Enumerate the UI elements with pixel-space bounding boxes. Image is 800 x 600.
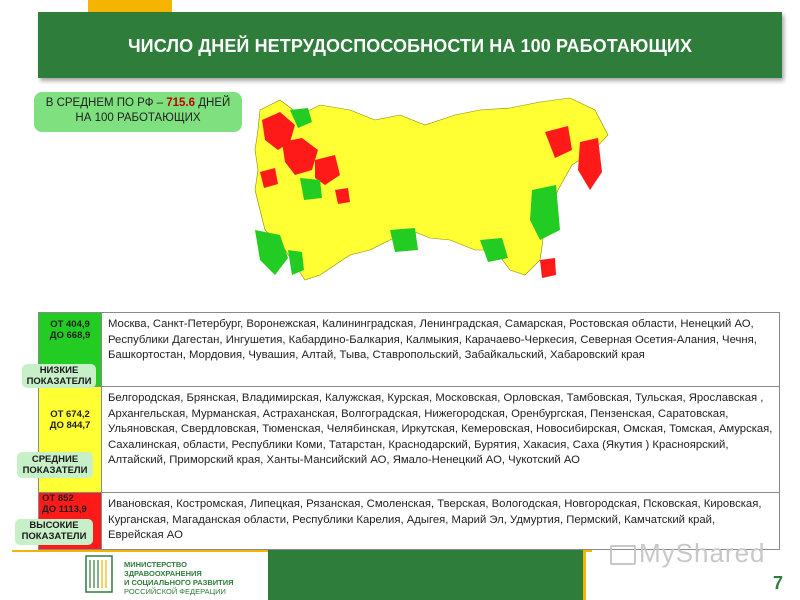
footer-green-bar <box>268 550 586 600</box>
tag-mid-line1: СРЕДНИЕ <box>31 454 79 465</box>
ministry-line-1: МИНИСТЕРСТВО <box>124 560 187 569</box>
map-region-low-altai <box>390 228 418 252</box>
ministry-line-3: И СОЦИАЛЬНОГО РАЗВИТИЯ <box>124 578 234 587</box>
presentation-icon <box>610 545 636 565</box>
ministry-line-2: ЗДРАВООХРАНЕНИЯ <box>124 569 202 578</box>
map-region-high-kamchatka <box>578 138 602 190</box>
range-high-from: ОТ 852 <box>42 493 74 504</box>
map-region-high-jewish <box>540 258 556 278</box>
watermark-text: MyShared <box>639 538 766 568</box>
range-mid-from: ОТ 674,2 <box>50 409 90 420</box>
ministry-line-4: РОССИЙСКОЙ ФЕДЕРАЦИИ <box>124 587 226 596</box>
tag-low-line2: ПОКАЗАТЕЛИ <box>26 376 92 387</box>
top-accent-bar <box>88 0 172 12</box>
regions-mid: Белгородская, Брянская, Владимирская, Калужская, Курская, Московская, Орловская, Тамбовская, Тульская, Ярославская , Архангельская, Мурманская, Астраханская, Волгоградская, Нижегородская, Оренбургская, Пензенская, Саратовская, Ульяновская, Свердловская, Тюменская, Челябинская, Иркутская, Кемеровская, Новосибирская, Омская, Томская, Амурская, Сахалинская, области, Республики Коми, Татарстан, Краснодарский, Бурятия, Хакасия, Саха (Якутия ) Красноярский, Алтайский, Приморский края, Ханты-Мансийский АО, Ямало-Ненецкий АО, Чукотский АО <box>101 387 779 492</box>
ministry-emblem-icon <box>80 552 120 598</box>
tag-low-line1: НИЗКИЕ <box>39 365 79 376</box>
page-number: 7 <box>773 573 784 593</box>
footer-accent <box>583 550 586 600</box>
legend-table <box>38 312 780 550</box>
legend-row-low <box>39 313 779 387</box>
range-low-from: ОТ 404,9 <box>50 319 90 330</box>
range-low-to: ДО 668,9 <box>49 330 91 341</box>
legend-row-mid <box>39 387 779 493</box>
tag-low-indicators <box>22 364 96 388</box>
slide-title: ЧИСЛО ДНЕЙ НЕТРУДОСПОСОБНОСТИ НА 100 РАБОТАЮЩИХ <box>127 36 693 56</box>
average-prefix: В СРЕДНЕМ ПО РФ – <box>45 97 167 109</box>
russia-regions-map <box>240 80 640 290</box>
range-high-to: ДО 1113,9 <box>42 504 87 515</box>
tag-high-line2: ПОКАЗАТЕЛИ <box>21 531 87 542</box>
average-callout <box>34 92 242 132</box>
regions-high: Ивановская, Костромская, Липецкая, Рязанская, Смоленская, Тверская, Вологодская, Новгородская, Псковская, Кировская, Курганская, Магаданская области, Республики Карелия, Адыгея, Марий Эл, Удмуртия, Пермский, Камчатский край, Еврейская АО <box>101 493 779 549</box>
average-line-1 <box>34 96 242 111</box>
range-mid-to: ДО 844,7 <box>49 420 91 431</box>
tag-high-line1: ВЫСОКИЕ <box>29 520 79 531</box>
ministry-name <box>124 560 234 596</box>
tag-high-indicators <box>15 519 93 545</box>
average-value: 715.6 <box>166 97 196 109</box>
tag-mid-line2: ПОКАЗАТЕЛИ <box>22 465 88 476</box>
average-line-2: НА 100 РАБОТАЮЩИХ <box>75 112 201 124</box>
average-suffix: ДНЕЙ <box>195 97 231 109</box>
title-banner <box>38 12 782 78</box>
tag-mid-indicators <box>17 452 93 478</box>
regions-low: Москва, Санкт-Петербург, Воронежская, Калининградская, Ленинградская, Самарская, Ростовская области, Ненецкий АО, Республики Дагестан, Ингушетия, Кабардино-Балкария, Калмыкия, Карачаево-Черкесия, Северная Осетия-Алания, Чечня, Башкортостан, Мордовия, Чувашия, Алтай, Тыва, Ставропольский, Забайкальский, Хабаровский края <box>101 313 779 386</box>
watermark <box>610 538 766 569</box>
